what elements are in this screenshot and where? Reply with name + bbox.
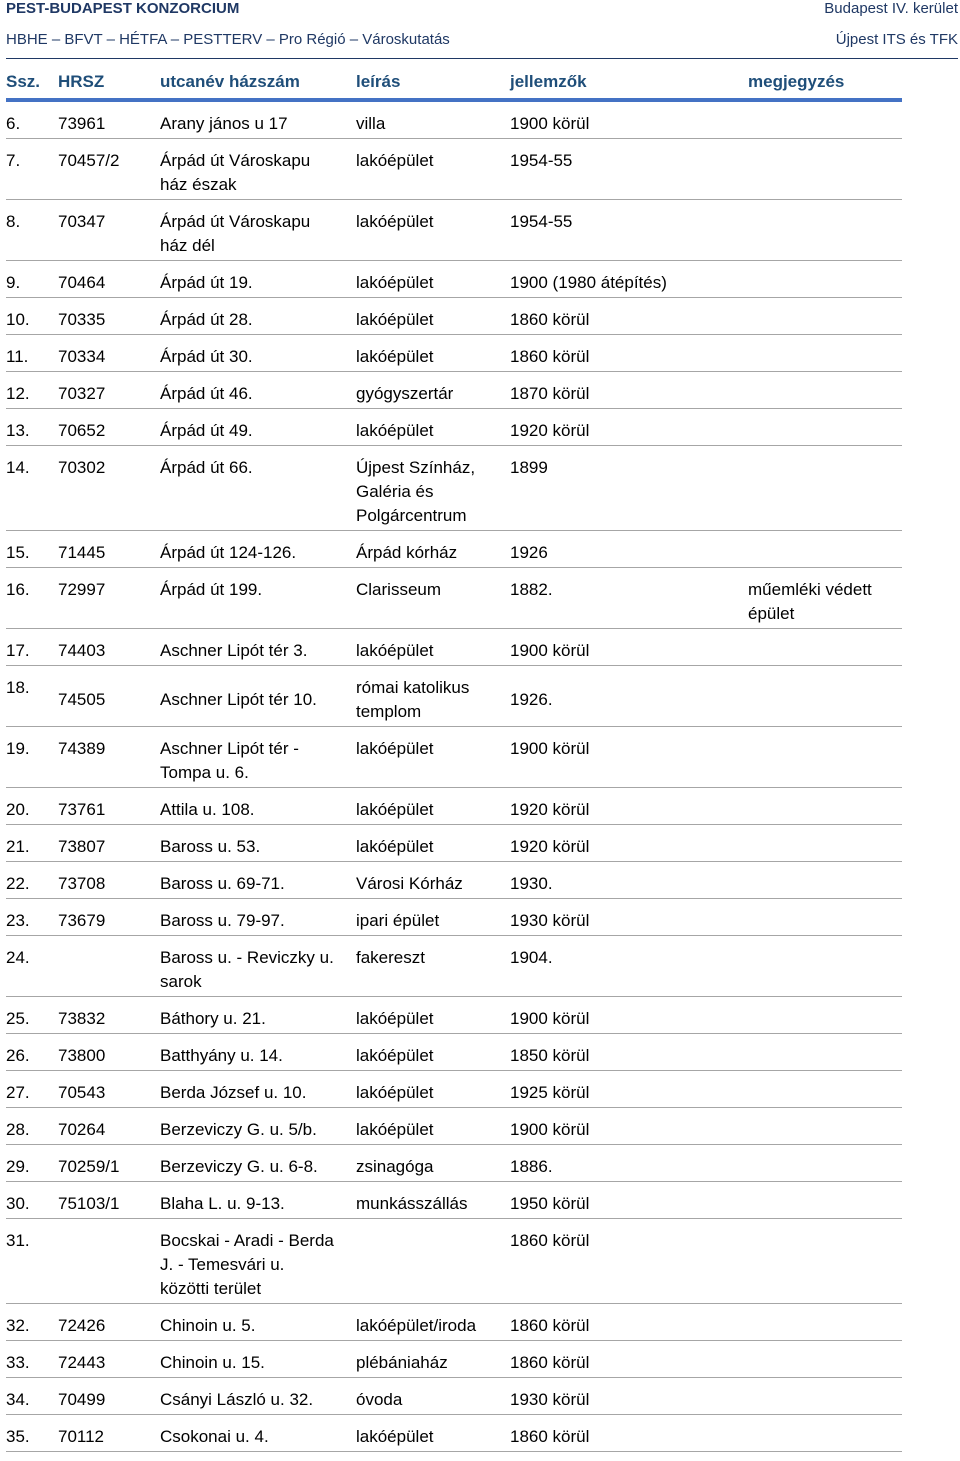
cell-leiras: lakóépület (356, 1009, 434, 1028)
cell-jellemzok: 1920 körül (510, 800, 590, 819)
cell-hrsz: 73807 (58, 837, 106, 856)
table-row (6, 261, 902, 298)
cell-hrsz: 71445 (58, 543, 106, 562)
cell-hrsz: 70112 (58, 1427, 105, 1446)
cell-jellemzok: 1860 körül (510, 1231, 590, 1250)
cell-hrsz: 70264 (58, 1120, 106, 1139)
column-header-megjegyzes: megjegyzés (748, 72, 845, 91)
cell-leiras: lakóépület (356, 1120, 434, 1139)
cell-jellemzok: 1954-55 (510, 151, 573, 170)
cell-utca: Chinoin u. 15. (160, 1353, 265, 1372)
cell-utca: Árpád út Városkapu ház dél (160, 212, 311, 255)
cell-jellemzok: 1900 körül (510, 114, 590, 133)
cell-leiras: ipari épület (356, 911, 440, 930)
cell-hrsz: 70457/2 (58, 151, 120, 170)
cell-utca: Árpád út 49. (160, 421, 253, 440)
cell-jellemzok: 1900 körül (510, 739, 590, 758)
cell-leiras: fakereszt (356, 948, 425, 967)
cell-hrsz: 72997 (58, 580, 106, 599)
cell-leiras: lakóépület (356, 800, 434, 819)
cell-hrsz: 70464 (58, 273, 106, 292)
cell-utca: Aschner Lipót tér 3. (160, 641, 308, 660)
cell-jellemzok: 1930 körül (510, 1390, 590, 1409)
cell-hrsz: 70334 (58, 347, 106, 366)
cell-jellemzok: 1900 körül (510, 641, 590, 660)
table-row (6, 825, 902, 862)
cell-ssz: 33. (6, 1353, 30, 1372)
table-row (6, 727, 902, 788)
cell-hrsz: 73961 (58, 114, 106, 133)
cell-utca: Baross u. 53. (160, 837, 261, 856)
table-row (6, 139, 902, 200)
cell-leiras: lakóépület (356, 1427, 434, 1446)
cell-ssz: 35. (6, 1427, 30, 1446)
cell-ssz: 13. (6, 421, 30, 440)
cell-ssz: 11. (6, 347, 29, 366)
column-header-leiras: leírás (356, 72, 401, 91)
cell-leiras: lakóépület (356, 739, 434, 758)
cell-jellemzok: 1904. (510, 948, 553, 967)
table-row (6, 1341, 902, 1378)
cell-utca: Baross u. 79-97. (160, 911, 285, 930)
cell-ssz: 25. (6, 1009, 30, 1028)
district-name: Budapest IV. kerület (824, 0, 958, 17)
cell-leiras: lakóépület (356, 273, 434, 292)
cell-hrsz: 73800 (58, 1046, 106, 1065)
table-row (6, 1108, 902, 1145)
cell-jellemzok: 1860 körül (510, 1316, 590, 1335)
cell-jellemzok: 1920 körül (510, 421, 590, 440)
monument-table-body (6, 102, 902, 1452)
cell-leiras: villa (356, 114, 386, 133)
table-row (6, 531, 902, 568)
cell-ssz: 23. (6, 911, 30, 930)
cell-jellemzok: 1926. (510, 690, 553, 709)
cell-leiras: munkásszállás (356, 1194, 468, 1213)
cell-utca: Arany jános u 17 (160, 114, 288, 133)
cell-leiras: lakóépület (356, 837, 434, 856)
cell-ssz: 8. (6, 212, 21, 231)
cell-ssz: 19. (6, 739, 30, 758)
table-row (6, 899, 902, 936)
cell-utca: Batthyány u. 14. (160, 1046, 283, 1065)
table-row (6, 1415, 902, 1452)
cell-hrsz: 70335 (58, 310, 106, 329)
cell-utca: Árpád út 124-126. (160, 543, 297, 562)
cell-utca: Árpád út 46. (160, 384, 253, 403)
cell-hrsz: 73708 (58, 874, 106, 893)
cell-ssz: 22. (6, 874, 30, 893)
cell-leiras: Újpest Színház, Galéria és Polgárcentrum (356, 458, 476, 525)
cell-jellemzok: 1860 körül (510, 347, 590, 366)
table-row (6, 1219, 902, 1304)
cell-jellemzok: 1920 körül (510, 837, 590, 856)
cell-jellemzok: 1850 körül (510, 1046, 590, 1065)
table-header (6, 72, 902, 96)
cell-utca: Csányi László u. 32. (160, 1390, 314, 1409)
cell-hrsz: 73761 (58, 800, 106, 819)
table-row (6, 862, 902, 899)
cell-leiras: gyógyszertár (356, 384, 454, 403)
cell-hrsz: 70543 (58, 1083, 106, 1102)
cell-utca: Bocskai - Aradi - Berda J. - Temesvári u. közötti terület (160, 1231, 334, 1298)
cell-utca: Berda József u. 10. (160, 1083, 307, 1102)
cell-jellemzok: 1954-55 (510, 212, 573, 231)
cell-hrsz: 74389 (58, 739, 106, 758)
cell-leiras: lakóépület (356, 212, 434, 231)
cell-leiras: lakóépület (356, 151, 434, 170)
cell-utca: Csokonai u. 4. (160, 1427, 269, 1446)
cell-jellemzok: 1899 (510, 458, 548, 477)
cell-jellemzok: 1870 körül (510, 384, 590, 403)
partner-list: HBHE – BFVT – HÉTFA – PESTTERV – Pro Régió – Városkutatás (6, 31, 450, 48)
column-header-ssz: Ssz. (6, 72, 41, 91)
cell-utca: Aschner Lipót tér 10. (160, 690, 317, 709)
cell-ssz: 10. (6, 310, 30, 329)
cell-ssz: 30. (6, 1194, 30, 1213)
cell-hrsz: 73679 (58, 911, 106, 930)
header-divider (6, 58, 958, 59)
cell-ssz: 6. (6, 114, 21, 133)
table-row (6, 409, 902, 446)
cell-hrsz: 70499 (58, 1390, 106, 1409)
cell-leiras: zsinagóga (356, 1157, 434, 1176)
table-row (6, 666, 902, 727)
cell-hrsz: 72426 (58, 1316, 106, 1335)
cell-utca: Blaha L. u. 9-13. (160, 1194, 285, 1213)
table-row (6, 298, 902, 335)
cell-leiras: lakóépület (356, 421, 434, 440)
cell-hrsz: 75103/1 (58, 1194, 120, 1213)
cell-hrsz: 70652 (58, 421, 106, 440)
cell-ssz: 29. (6, 1157, 30, 1176)
cell-ssz: 15. (6, 543, 30, 562)
cell-ssz: 20. (6, 800, 30, 819)
cell-leiras: lakóépület (356, 1083, 434, 1102)
cell-ssz: 12. (6, 384, 30, 403)
table-row (6, 629, 902, 666)
cell-leiras: lakóépület (356, 1046, 434, 1065)
cell-leiras: római katolikus templom (356, 678, 470, 721)
cell-ssz: 27. (6, 1083, 30, 1102)
cell-ssz: 14. (6, 458, 30, 477)
cell-utca: Chinoin u. 5. (160, 1316, 256, 1335)
cell-jellemzok: 1930 körül (510, 911, 590, 930)
cell-utca: Árpád út 66. (160, 458, 253, 477)
cell-ssz: 31. (6, 1231, 30, 1250)
cell-hrsz: 70259/1 (58, 1157, 120, 1176)
table-row (6, 102, 902, 139)
cell-leiras: Árpád kórház (356, 543, 458, 562)
cell-jellemzok: 1860 körül (510, 1353, 590, 1372)
cell-ssz: 34. (6, 1390, 30, 1409)
table-row (6, 568, 902, 629)
cell-hrsz: 72443 (58, 1353, 106, 1372)
table-row (6, 1145, 902, 1182)
cell-jellemzok: 1900 körül (510, 1009, 590, 1028)
cell-utca: Berzeviczy G. u. 6-8. (160, 1157, 318, 1176)
cell-utca: Aschner Lipót tér - Tompa u. 6. (160, 739, 299, 782)
table-row (6, 372, 902, 409)
cell-ssz: 7. (6, 151, 21, 170)
cell-ssz: 9. (6, 273, 21, 292)
table-row (6, 788, 902, 825)
table-row (6, 997, 902, 1034)
cell-hrsz: 70347 (58, 212, 106, 231)
cell-utca: Árpád út 19. (160, 273, 253, 292)
cell-leiras: lakóépület (356, 641, 434, 660)
cell-utca: Árpád út 199. (160, 580, 263, 599)
cell-hrsz: 70327 (58, 384, 106, 403)
cell-jellemzok: 1886. (510, 1157, 553, 1176)
cell-jellemzok: 1926 (510, 543, 548, 562)
cell-jellemzok: 1900 (1980 átépítés) (510, 273, 667, 292)
cell-leiras: plébániaház (356, 1353, 448, 1372)
cell-jellemzok: 1900 körül (510, 1120, 590, 1139)
cell-utca: Báthory u. 21. (160, 1009, 266, 1028)
cell-utca: Baross u. 69-71. (160, 874, 285, 893)
cell-hrsz: 74403 (58, 641, 106, 660)
cell-utca: Árpád út Városkapu ház észak (160, 151, 311, 194)
cell-jellemzok: 1860 körül (510, 310, 590, 329)
cell-jellemzok: 1930. (510, 874, 553, 893)
cell-utca: Attila u. 108. (160, 800, 255, 819)
cell-jellemzok: 1882. (510, 580, 553, 599)
cell-hrsz: 70302 (58, 458, 106, 477)
cell-utca: Berzeviczy G. u. 5/b. (160, 1120, 317, 1139)
column-header-hrsz: HRSZ (58, 72, 105, 91)
cell-ssz: 24. (6, 948, 30, 967)
cell-leiras: lakóépület (356, 347, 434, 366)
table-row (6, 1378, 902, 1415)
table-row (6, 446, 902, 531)
cell-ssz: 16. (6, 580, 30, 599)
cell-ssz: 26. (6, 1046, 30, 1065)
cell-leiras: lakóépület/iroda (356, 1316, 477, 1335)
cell-leiras: lakóépület (356, 310, 434, 329)
cell-jellemzok: 1925 körül (510, 1083, 590, 1102)
document-subject: Újpest ITS és TFK (835, 31, 958, 48)
cell-leiras: Clarisseum (356, 580, 442, 599)
cell-jellemzok: 1950 körül (510, 1194, 590, 1213)
column-header-utca: utcanév házszám (160, 72, 300, 91)
cell-ssz: 17. (6, 641, 30, 660)
cell-jellemzok: 1860 körül (510, 1427, 590, 1446)
table-row (6, 1034, 902, 1071)
cell-utca: Árpád út 28. (160, 310, 253, 329)
cell-leiras: óvoda (356, 1390, 403, 1409)
table-row (6, 1071, 902, 1108)
cell-leiras: Városi Kórház (356, 874, 463, 893)
table-row (6, 1304, 902, 1341)
consortium-name: PEST-BUDAPEST KONZORCIUM (6, 0, 240, 17)
cell-ssz: 28. (6, 1120, 30, 1139)
table-row (6, 1182, 902, 1219)
cell-hrsz: 73832 (58, 1009, 106, 1028)
cell-utca: Baross u. - Reviczky u. sarok (160, 948, 334, 991)
cell-ssz: 21. (6, 837, 30, 856)
table-row (6, 200, 902, 261)
cell-ssz: 18. (6, 678, 30, 697)
cell-hrsz: 74505 (58, 690, 106, 709)
column-header-jellemzok: jellemzők (510, 72, 587, 91)
table-row (6, 335, 902, 372)
table-row (6, 936, 902, 997)
cell-utca: Árpád út 30. (160, 347, 253, 366)
cell-megjegyzes: műemléki védett épület (748, 580, 872, 623)
cell-ssz: 32. (6, 1316, 30, 1335)
